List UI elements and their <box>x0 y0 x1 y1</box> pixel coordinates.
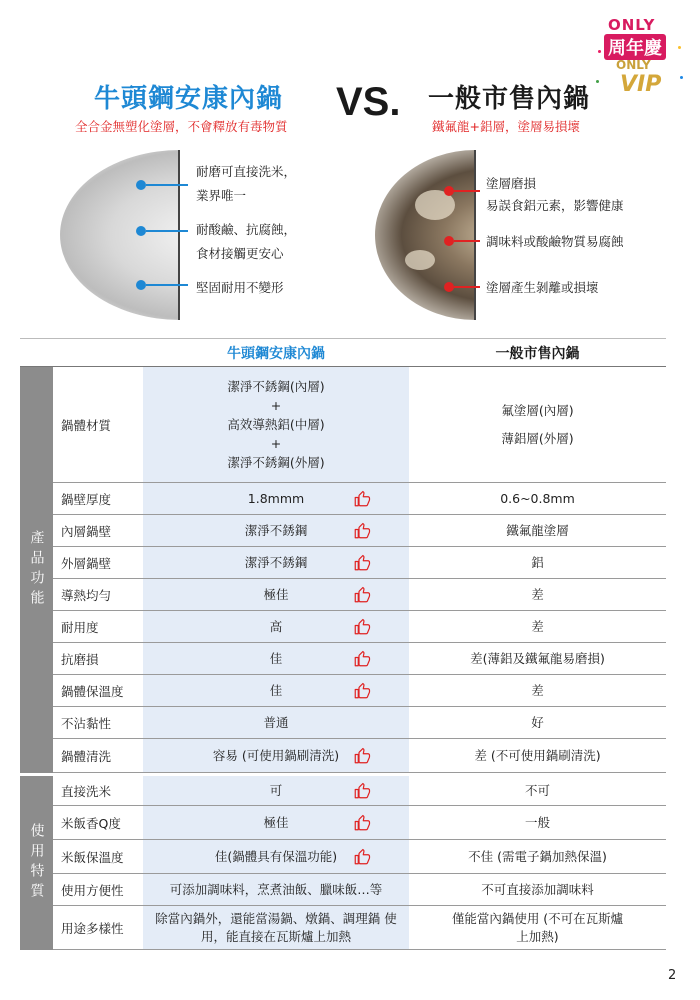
left-subtitle: 全合金無塑化塗層，不會釋放有毒物質 <box>75 119 288 134</box>
callout-dot <box>444 236 454 246</box>
callout-line <box>146 230 188 232</box>
row-label: 導熱均勻 <box>61 587 112 603</box>
table-row <box>53 739 666 773</box>
row-mid-value: 極佳 <box>263 814 289 830</box>
row-label: 內層鍋壁 <box>61 523 112 539</box>
thumbs-up-icon <box>353 782 371 800</box>
table-row <box>53 547 666 579</box>
row-right-value: 不可 <box>524 782 550 798</box>
table-row <box>53 515 666 547</box>
table-row <box>53 806 666 840</box>
row-right-value: 僅能當內鍋使用 (不可在瓦斯爐上加熱) <box>451 910 624 944</box>
row-right-value: 差 <box>531 618 544 634</box>
table-row <box>53 643 666 675</box>
row-right-value: 鐵氟龍塗層 <box>506 522 569 538</box>
thumbs-up-icon <box>353 522 371 540</box>
row-label: 米飯保溫度 <box>61 849 124 865</box>
table-row <box>53 840 666 874</box>
row-mid-value: 可添加調味料，烹煮油飯、臘味飯…等 <box>169 881 383 897</box>
row-right-value: 0.6~0.8mm <box>500 490 575 506</box>
row-label: 米飯香Q度 <box>61 815 121 831</box>
teflon-pot-image <box>375 150 475 320</box>
sparkle-icon <box>598 50 601 53</box>
row-right-value: 不佳 (需電子鍋加熱保溫) <box>468 848 607 864</box>
right-subtitle: 鐵氟龍+鋁層，塗層易損壞 <box>432 119 580 134</box>
row-right-value: 氟塗層(內層) 薄鋁層(外層) <box>501 402 574 446</box>
badge-only-top: ONLY <box>608 16 656 34</box>
left-callout: 堅固耐用不變形 <box>196 280 284 295</box>
left-callout: 耐磨可直接洗米， <box>196 164 297 179</box>
table-row <box>53 874 666 906</box>
row-label: 鍋體材質 <box>61 417 112 433</box>
thumbs-up-icon <box>353 618 371 636</box>
row-mid-value: 佳 <box>269 682 283 698</box>
row-mid-value: 佳(鍋體具有保溫功能) <box>214 848 338 864</box>
divider-right <box>474 150 476 320</box>
table-row <box>53 483 666 515</box>
group-label-features: 產品功能 <box>20 367 53 773</box>
row-right-value: 鋁 <box>531 554 544 570</box>
row-right-value: 不可直接添加調味料 <box>481 881 594 897</box>
right-title: 一般市售內鍋 <box>428 84 591 114</box>
row-mid-value: 容易 (可使用鍋刷清洗) <box>212 747 340 763</box>
table-row <box>53 611 666 643</box>
callout-dot <box>136 180 146 190</box>
left-callout: 食材接觸更安心 <box>196 246 284 261</box>
row-label: 外層鍋壁 <box>61 555 112 571</box>
thumbs-up-icon <box>353 814 371 832</box>
page-number: 2 <box>668 968 677 983</box>
row-right-value: 差(薄鋁及鐵氟龍易磨損) <box>470 650 605 666</box>
callout-dot <box>136 280 146 290</box>
right-callout: 塗層產生剝離或損壞 <box>486 280 599 295</box>
row-right-value: 差 (不可使用鍋刷清洗) <box>474 747 601 763</box>
row-label: 鍋壁厚度 <box>61 491 112 507</box>
callout-line <box>454 286 480 288</box>
row-right-value: 一般 <box>524 814 550 830</box>
divider-left <box>178 150 180 320</box>
callout-line <box>454 190 480 192</box>
left-callout: 業界唯一 <box>196 188 247 203</box>
row-right-value: 好 <box>531 714 544 730</box>
callout-line <box>146 184 188 186</box>
table-row <box>53 579 666 611</box>
row-label: 直接洗米 <box>61 783 112 799</box>
row-label: 鍋體清洗 <box>61 748 112 764</box>
badge-only-bottom: ONLY <box>616 58 651 72</box>
sparkle-icon <box>596 80 599 83</box>
row-mid-value: 極佳 <box>263 586 289 602</box>
callout-dot <box>136 226 146 236</box>
badge-anniversary: 周年慶 <box>604 34 666 60</box>
row-mid-value: 佳 <box>269 650 283 666</box>
table-header-right: 一般市售內鍋 <box>495 346 580 362</box>
stainless-pot-image <box>60 150 180 320</box>
badge-vip: VIP <box>620 72 662 97</box>
thumbs-up-icon <box>353 554 371 572</box>
callout-dot <box>444 186 454 196</box>
thumbs-up-icon <box>353 848 371 866</box>
table-row <box>53 367 666 483</box>
right-callout: 易誤食鋁元素，影響健康 <box>486 198 624 213</box>
left-title: 牛頭鋼安康內鍋 <box>94 84 284 114</box>
row-mid-value: 潔淨不銹鋼 <box>244 554 308 570</box>
sparkle-icon <box>680 76 683 79</box>
row-mid-value: 高 <box>269 618 283 634</box>
right-callout: 調味料或酸鹼物質易腐蝕 <box>486 234 624 249</box>
right-callout: 塗層磨損 <box>486 176 537 191</box>
row-label: 不沾黏性 <box>61 715 112 731</box>
thumbs-up-icon <box>353 490 371 508</box>
table-row <box>53 906 666 950</box>
table-header-mid: 牛頭鋼安康內鍋 <box>227 346 325 362</box>
row-mid-value: 除當內鍋外，還能當湯鍋、燉鍋、調理鍋 使用，能直接在瓦斯爐上加熱 <box>155 910 397 944</box>
anniversary-badge <box>590 10 690 100</box>
table-row <box>53 776 666 806</box>
callout-line <box>146 284 188 286</box>
callout-dot <box>444 282 454 292</box>
thumbs-up-icon <box>353 682 371 700</box>
thumbs-up-icon <box>353 586 371 604</box>
table-row <box>53 675 666 707</box>
table-row <box>53 707 666 739</box>
row-label: 耐用度 <box>61 619 99 635</box>
row-mid-value: 潔淨不銹鋼 <box>244 522 308 538</box>
row-label: 抗磨損 <box>61 651 99 667</box>
row-label: 使用方便性 <box>61 882 124 898</box>
left-callout: 耐酸鹼、抗腐蝕， <box>196 222 297 237</box>
sparkle-icon <box>678 46 681 49</box>
thumbs-up-icon <box>353 747 371 765</box>
row-label: 用途多樣性 <box>61 920 124 936</box>
vs-label: VS. <box>336 80 401 124</box>
thumbs-up-icon <box>353 650 371 668</box>
group-label-usage: 使用特質 <box>20 776 53 950</box>
row-mid-value: 可 <box>269 782 283 798</box>
table-top-line <box>20 338 666 339</box>
row-label: 鍋體保溫度 <box>61 683 124 699</box>
row-mid-value: 普通 <box>263 714 289 730</box>
row-mid-value: 1.8mmm <box>247 490 305 506</box>
row-right-value: 差 <box>531 682 544 698</box>
row-right-value: 差 <box>531 586 544 602</box>
row-mid-value: 潔淨不銹鋼(內層) + 高效導熱鋁(中層) + 潔淨不銹鋼(外層) <box>227 379 325 470</box>
callout-line <box>454 240 480 242</box>
